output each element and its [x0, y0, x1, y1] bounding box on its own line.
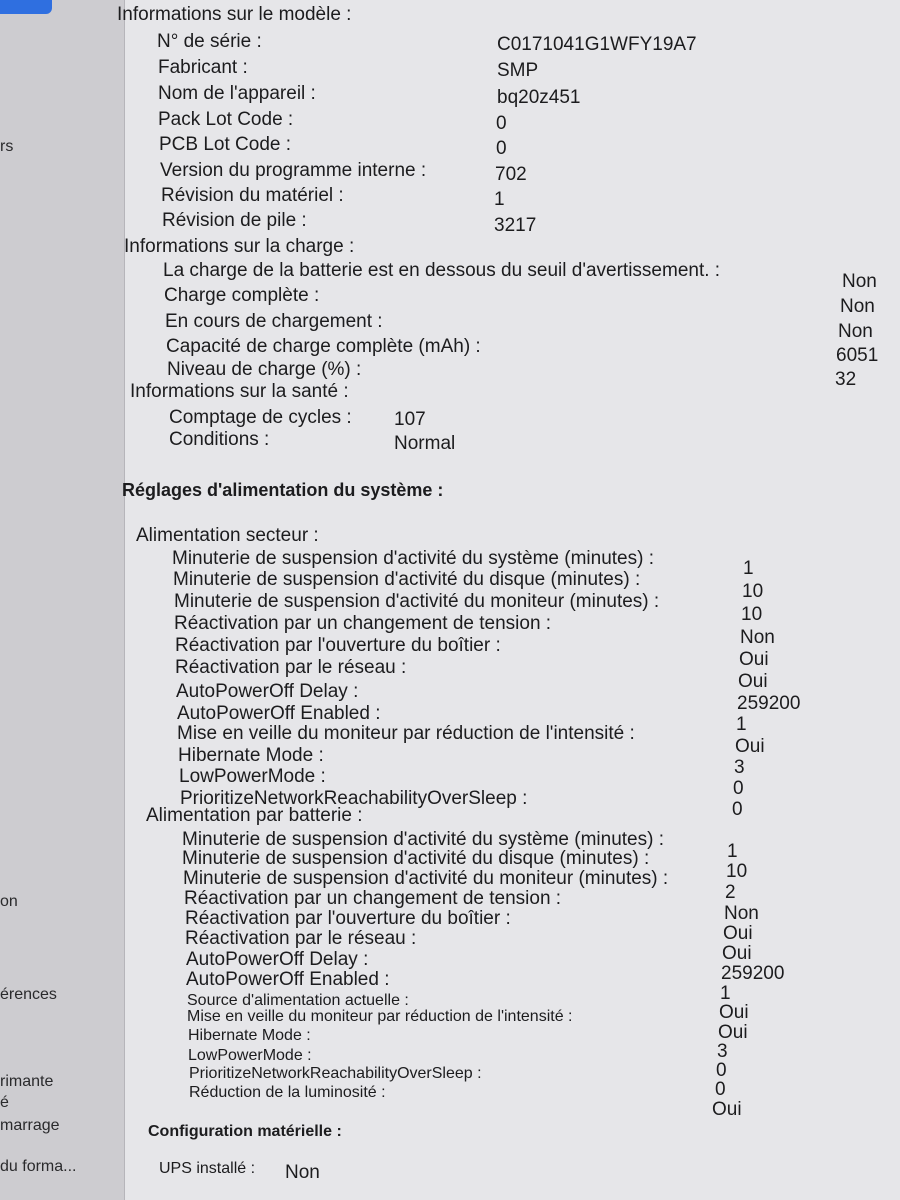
battery-power-label: Minuterie de suspension d'activité du moniteur (minutes) :	[183, 868, 669, 889]
model-info-label: PCB Lot Code :	[159, 134, 292, 155]
sidebar-selected-item[interactable]	[0, 0, 52, 14]
battery-power-label: Source d'alimentation actuelle :	[187, 992, 409, 1009]
ac-power-label: Minuterie de suspension d'activité du disque (minutes) :	[173, 569, 641, 590]
sidebar-item[interactable]: érences	[0, 986, 57, 1003]
health-info-label: Comptage de cycles :	[169, 407, 352, 428]
model-info-value: 0	[496, 138, 507, 159]
battery-power-value: 10	[726, 861, 748, 882]
battery-power-label: Minuterie de suspension d'activité du système (minutes) :	[182, 829, 665, 850]
ac-power-label: Réactivation par l'ouverture du boîtier :	[175, 635, 501, 656]
model-info-label: Révision du matériel :	[161, 185, 344, 206]
sidebar-item[interactable]: marrage	[0, 1117, 60, 1134]
health-info-value: 107	[394, 409, 426, 430]
model-info-value: 1	[494, 189, 505, 210]
health-info-value: Normal	[394, 433, 456, 454]
charge-info-value: 32	[835, 369, 857, 390]
battery-power-value: 0	[716, 1060, 727, 1081]
battery-power-label: Hibernate Mode :	[188, 1027, 311, 1044]
ac-power-value: Oui	[739, 649, 769, 670]
model-info-value: C0171041G1WFY19A7	[497, 34, 697, 55]
ac-power-label: AutoPowerOff Delay :	[176, 681, 359, 702]
ac-power-value: 1	[736, 714, 747, 735]
battery-power-label: Réactivation par un changement de tension :	[184, 888, 562, 909]
battery-power-label: PrioritizeNetworkReachabilityOverSleep :	[189, 1065, 482, 1082]
model-info-value: bq20z451	[497, 87, 581, 108]
ups-installed-value: Non	[285, 1162, 320, 1183]
ac-power-value: Oui	[738, 671, 768, 692]
battery-power-value: Oui	[722, 943, 752, 964]
ac-power-label: LowPowerMode :	[179, 766, 326, 787]
battery-power-value: Oui	[712, 1099, 742, 1120]
battery-power-label: Réactivation par l'ouverture du boîtier :	[185, 908, 511, 929]
charge-info-value: Non	[840, 296, 875, 317]
ac-power-value: 10	[742, 581, 764, 602]
battery-power-value: 3	[717, 1041, 728, 1062]
ac-power-label: PrioritizeNetworkReachabilityOverSleep :	[180, 788, 528, 809]
battery-power-value: 0	[715, 1079, 726, 1100]
battery-power-label: Minuterie de suspension d'activité du disque (minutes) :	[182, 848, 650, 869]
battery-power-value: 1	[727, 841, 738, 862]
power-settings-heading: Réglages d'alimentation du système :	[122, 480, 444, 500]
charge-info-label: Capacité de charge complète (mAh) :	[166, 336, 481, 357]
model-info-label: Pack Lot Code :	[158, 109, 294, 130]
battery-power-value: Oui	[718, 1022, 748, 1043]
ac-power-value: 0	[733, 778, 744, 799]
ac-power-heading: Alimentation secteur :	[136, 525, 319, 546]
ac-power-label: AutoPowerOff Enabled :	[177, 703, 381, 724]
model-info-label: Version du programme interne :	[160, 160, 427, 181]
model-info-label: Fabricant :	[158, 57, 248, 78]
sidebar-item[interactable]: on	[0, 893, 18, 910]
battery-power-value: Oui	[719, 1002, 749, 1023]
model-info-heading: Informations sur le modèle :	[117, 4, 352, 25]
charge-info-value: Non	[842, 271, 877, 292]
battery-power-label: AutoPowerOff Delay :	[186, 949, 369, 970]
ac-power-label: Réactivation par un changement de tension :	[174, 613, 552, 634]
charge-info-value: Non	[838, 321, 873, 342]
model-info-label: N° de série :	[157, 31, 262, 52]
charge-info-heading: Informations sur la charge :	[124, 236, 355, 257]
battery-power-label: Mise en veille du moniteur par réduction de l'intensité :	[187, 1008, 573, 1025]
battery-power-label: AutoPowerOff Enabled :	[186, 969, 390, 990]
model-info-value: 0	[496, 113, 507, 134]
ac-power-value: 3	[734, 757, 745, 778]
ac-power-value: Oui	[735, 736, 765, 757]
charge-info-label: En cours de chargement :	[165, 311, 383, 332]
sidebar-item[interactable]: rs	[0, 138, 14, 155]
charge-info-label: La charge de la batterie est en dessous du seuil d'avertissement. :	[163, 260, 721, 281]
battery-power-value: Oui	[723, 923, 753, 944]
sidebar	[0, 0, 125, 1200]
ac-power-label: Réactivation par le réseau :	[175, 657, 407, 678]
sidebar-item[interactable]: rimante	[0, 1073, 54, 1090]
battery-power-value: Non	[724, 903, 759, 924]
model-info-value: 3217	[494, 215, 537, 236]
health-info-label: Conditions :	[169, 429, 270, 450]
sidebar-item[interactable]: du forma...	[0, 1158, 77, 1175]
battery-power-heading: Alimentation par batterie :	[146, 805, 363, 826]
ac-power-label: Mise en veille du moniteur par réduction de l'intensité :	[177, 723, 635, 744]
battery-power-value: 2	[725, 882, 736, 903]
charge-info-label: Charge complète :	[164, 285, 320, 306]
hardware-config-heading: Configuration matérielle :	[148, 1123, 342, 1140]
battery-power-label: LowPowerMode :	[188, 1047, 312, 1064]
ups-installed-label: UPS installé :	[159, 1160, 256, 1177]
ac-power-value: 1	[743, 558, 754, 579]
battery-power-label: Réactivation par le réseau :	[185, 928, 417, 949]
sidebar-item[interactable]: é	[0, 1094, 9, 1111]
ac-power-label: Minuterie de suspension d'activité du moniteur (minutes) :	[174, 591, 660, 612]
ac-power-label: Minuterie de suspension d'activité du système (minutes) :	[172, 548, 655, 569]
model-info-value: SMP	[497, 60, 539, 81]
model-info-label: Nom de l'appareil :	[158, 83, 316, 104]
battery-power-value: 1	[720, 983, 731, 1004]
model-info-label: Révision de pile :	[162, 210, 307, 231]
ac-power-label: Hibernate Mode :	[178, 745, 324, 766]
charge-info-value: 6051	[836, 345, 879, 366]
ac-power-value: 259200	[737, 693, 801, 714]
battery-power-value: 259200	[721, 963, 785, 984]
battery-power-label: Réduction de la luminosité :	[189, 1084, 386, 1101]
health-info-heading: Informations sur la santé :	[130, 381, 349, 402]
ac-power-value: 10	[741, 604, 763, 625]
model-info-value: 702	[495, 164, 527, 185]
ac-power-value: Non	[740, 627, 775, 648]
ac-power-value: 0	[732, 799, 743, 820]
charge-info-label: Niveau de charge (%) :	[167, 359, 362, 380]
